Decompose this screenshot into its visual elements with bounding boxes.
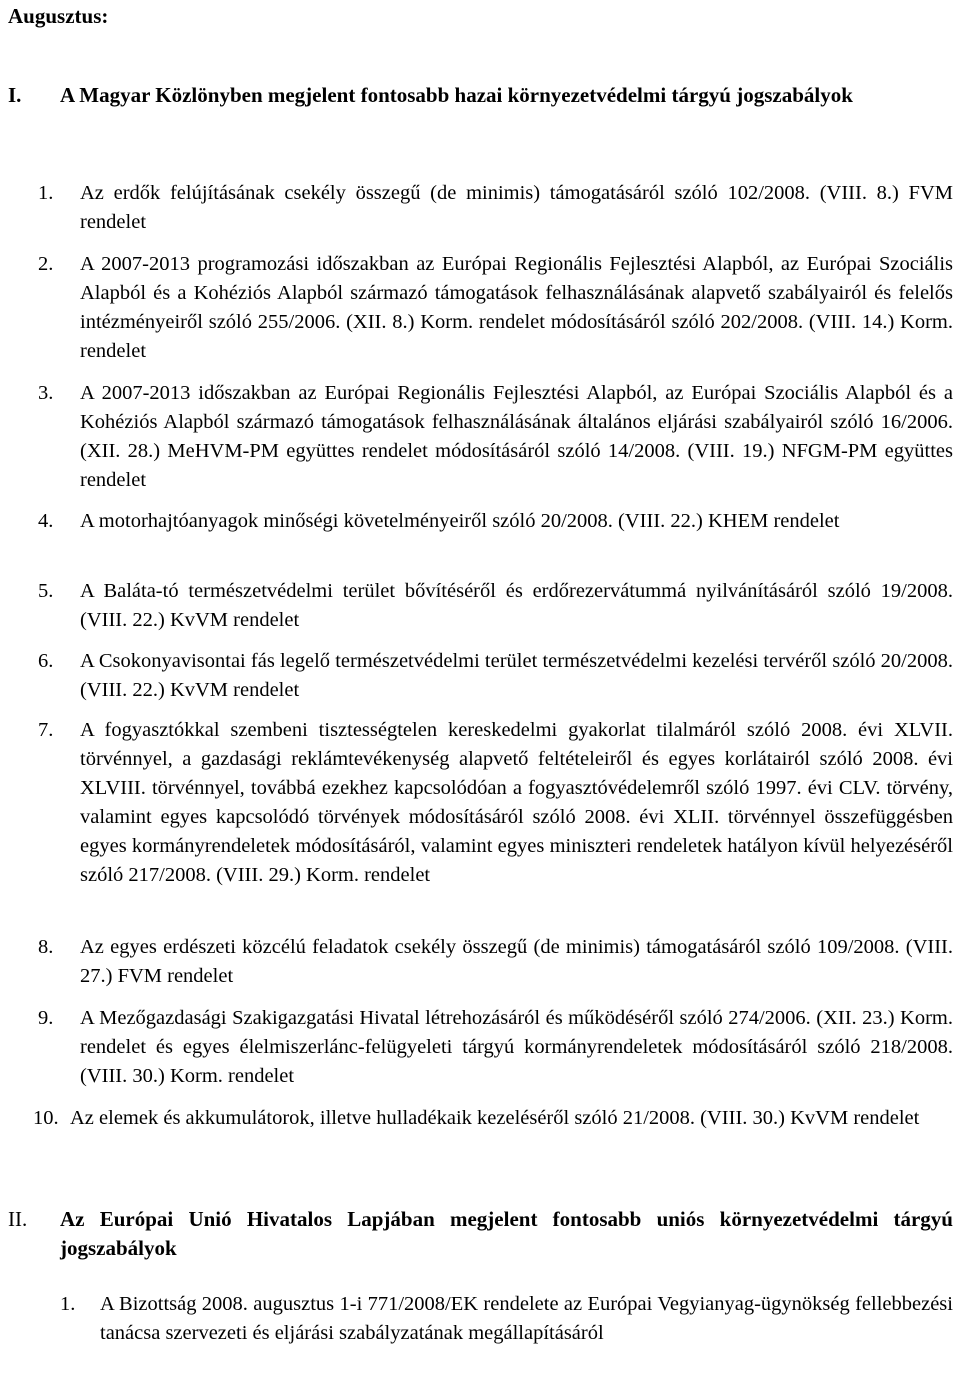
list-item-number: 6. [38,650,54,672]
list-item-text: A Bizottság 2008. augusztus 1-i 771/2008/EK rendelete az Európai Vegyianyag-ügynökség fellebbezési tanácsa szervezeti és eljárási szabályzatának megállapításáról [100,1293,953,1344]
list-item-1-4 [0,507,960,565]
list-item-number: 2. [38,253,54,275]
list-item-text: A Baláta-tó természetvédelmi terület bővítéséről és erdőrezervátummá nyilvánításáról szóló 19/2008. (VIII. 22.) KvVM rendelet [80,580,953,631]
list-item-1-8 [0,933,960,991]
section-2-title: Az Európai Unió Hivatalos Lapjában megjelent fontosabb uniós környezetvédelmi tárgyú jogszabályok [60,1207,953,1260]
list-item-1-5 [0,577,960,635]
month-heading: Augusztus: [8,4,109,28]
section-1-number: I. [8,83,22,107]
list-item-number: 5. [38,580,54,602]
list-item-number: 7. [38,719,54,741]
list-item-text: A fogyasztókkal szembeni tisztességtelen kereskedelmi gyakorlat tilalmáról szóló 2008. évi XLVII. törvénnyel, a gazdasági reklámtevékenység alapvető feltételeiről és egyes korlátairól szóló 2008. évi XLVIII. törvénnyel, továbbá ezekhez kapcsolódóan a fogyasztóvédelemről szóló 1997. évi CLV. törvény, valamint egyes kapcsolódó törvények módosításáról szóló 2008. évi XLII. törvénnyel összefüggésben egyes kormányrendeletek módosításáról, valamint egyes miniszteri rendeletek hatályon kívül helyezéséről szóló 217/2008. (VIII. 29.) Korm. rendelet [80,719,953,886]
list-item-text: Az erdők felújításának csekély összegű (de minimis) támogatásáról szóló 102/2008. (VIII. 8.) FVM rendelet [80,182,953,233]
list-item-number: 9. [38,1007,54,1029]
list-item-text: Az egyes erdészeti közcélú feladatok csekély összegű (de minimis) támogatásáról szóló 109/2008. (VIII. 27.) FVM rendelet [80,936,953,987]
section-1-title: A Magyar Közlönyben megjelent fontosabb hazai környezetvédelmi tárgyú jogszabályok [60,83,853,107]
list-item-text: A Mezőgazdasági Szakigazgatási Hivatal létrehozásáról és működéséről szóló 274/2006. (XII. 23.) Korm. rendelet és egyes élelmiszerlánc-felügyeleti tárgyú kormányrendeletek módosításáról szóló 218/2008. (VIII. 30.) Korm. rendelet [80,1007,953,1087]
list-item-1-9 [0,1004,960,1091]
list-item-1-10 [0,1104,960,1162]
list-item-text: A motorhajtóanyagok minőségi követelményeiről szóló 20/2008. (VIII. 22.) KHEM rendelet [80,510,840,532]
list-item-text: A Csokonyavisontai fás legelő természetvédelmi terület természetvédelmi kezelési tervéről szóló 20/2008. (VIII. 22.) KvVM rendelet [80,650,953,701]
list-item-number: 8. [38,936,54,958]
list-item-number: 1. [38,182,54,204]
list-item-2-1 [0,1290,960,1377]
list-item-number: 3. [38,382,54,404]
list-item-1-6 [0,647,960,705]
list-item-1-7 [0,716,960,919]
list-item-text: A 2007-2013 időszakban az Európai Regionális Fejlesztési Alapból, az Európai Szociális Alapból és a Kohéziós Alapból származó támogatások felhasználásának általános eljárási szabályairól szóló 16/2006. (XII. 28.) MeHVM-PM együttes rendelet módosításáról szóló 14/2008. (VIII. 19.) NFGM-PM együttes rendelet [80,382,953,491]
list-item-number: 1. [60,1293,76,1315]
list-item-number: 10. [33,1107,59,1129]
list-item-1-3 [0,379,960,495]
list-item-text: Az elemek és akkumulátorok, illetve hulladékaik kezeléséről szóló 21/2008. (VIII. 30.) KvVM rendelet [70,1107,920,1129]
section-2-number: II. [8,1207,28,1231]
list-item-1-2 [0,250,960,366]
list-item-1-1 [0,179,960,237]
list-item-text: A 2007-2013 programozási időszakban az Európai Regionális Fejlesztési Alapból, az Európai Szociális Alapból és a Kohéziós Alapból származó támogatások felhasználásának alapvető szabályairól és felelős intézményeiről szóló 255/2006. (XII. 8.) Korm. rendelet módosításáról szóló 202/2008. (VIII. 14.) Korm. rendelet [80,253,953,362]
list-item-number: 4. [38,510,54,532]
